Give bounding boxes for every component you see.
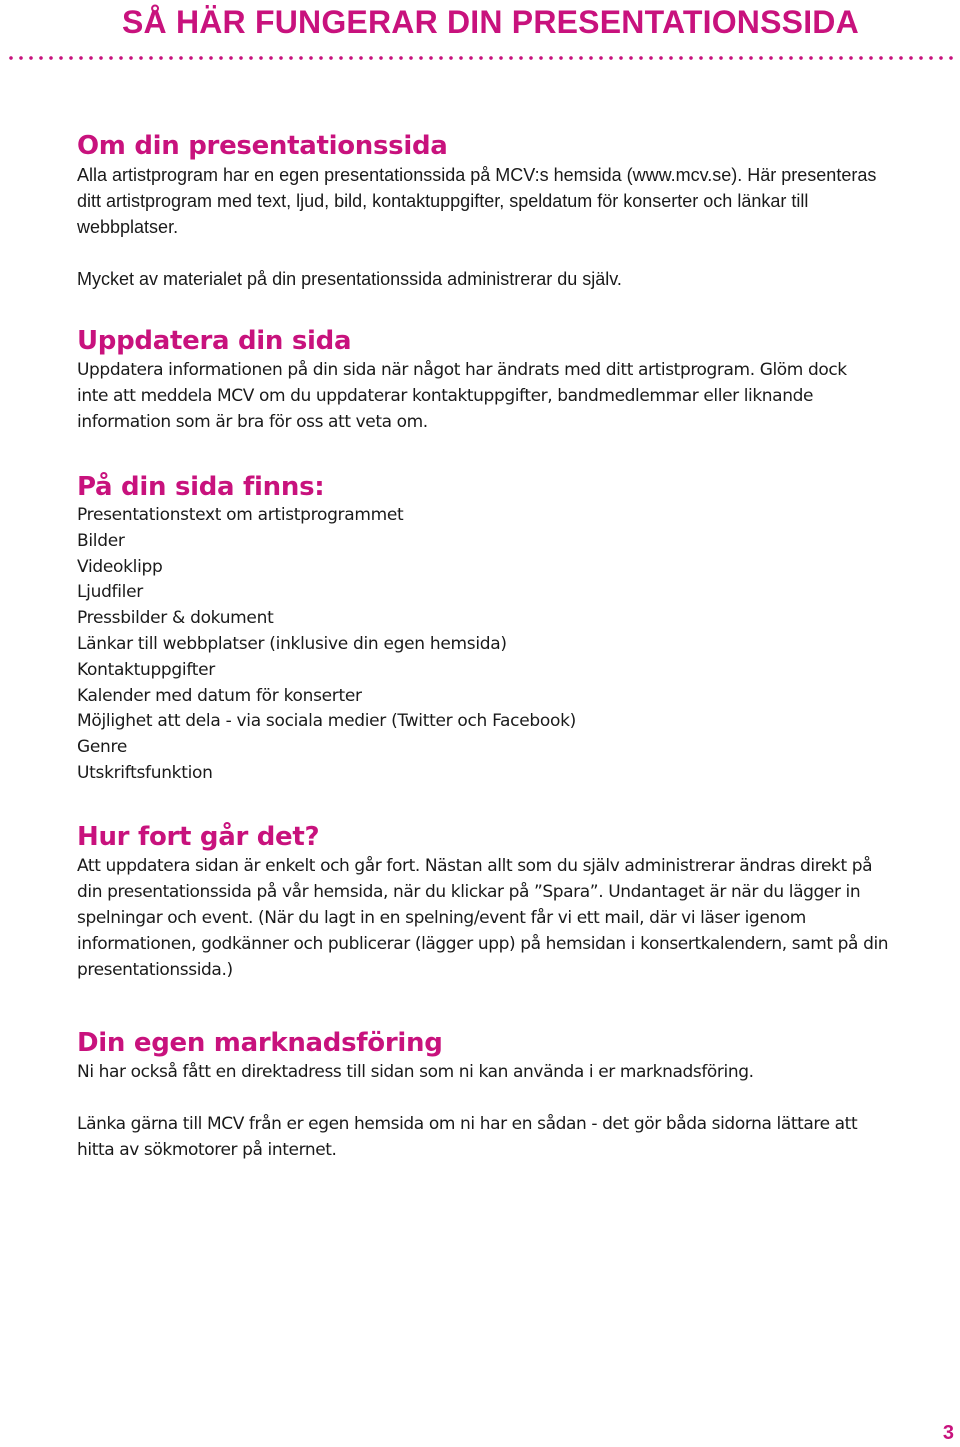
section-heading-about: Om din presentationssida <box>77 131 448 161</box>
list-item: Kontaktuppgifter <box>77 659 215 680</box>
list-item: Utskriftsfunktion <box>77 762 213 783</box>
speed-paragraph: Att uppdatera sidan är enkelt och går fort. Nästan allt som du själv administrerar ändras direkt på din presentationssida på vår hemsida, när du klickar på ”Spara”. Undantaget är när du lägger in spelningar och event. (När du lagt in en spelning/event får vi ett mail, där vi läser igenom informationen, godkänner och publicerar (lägger upp) på hemsidan i konsertkalendern, samt på din presentationssida.) <box>77 856 889 980</box>
section-heading-update: Uppdatera din sida <box>77 326 352 356</box>
section-heading-speed: Hur fort går det? <box>77 822 320 852</box>
section-heading-marketing: Din egen marknadsföring <box>77 1028 443 1058</box>
list-item: Genre <box>77 737 127 758</box>
about-paragraph-2: Mycket av materialet på din presentationssida administrerar du själv. <box>77 269 622 289</box>
section-marketing <box>77 1027 907 1163</box>
section-contents <box>77 471 907 787</box>
feature-list <box>77 503 907 787</box>
section-about <box>77 130 907 292</box>
page-title: SÅ HÄR FUNGERAR DIN PRESENTATIONSSIDA <box>122 4 859 40</box>
list-item: Länkar till webbplatser (inklusive din egen hemsida) <box>77 633 507 654</box>
dotted-divider <box>6 55 954 61</box>
page-number: 3 <box>942 1422 954 1444</box>
list-item: Pressbilder & dokument <box>77 608 274 629</box>
list-item: Bilder <box>77 530 125 551</box>
list-item: Presentationstext om artistprogrammet <box>77 505 404 525</box>
about-paragraph-1: Alla artistprogram har en egen presentationssida på MCV:s hemsida (www.mcv.se). Här presenteras ditt artistprogram med text, ljud, bild, kontaktuppgifter, speldatum för konserter och länkar till webbplatser. <box>77 165 877 237</box>
section-update <box>77 325 907 435</box>
list-item: Möjlighet att dela - via sociala medier (Twitter och Facebook) <box>77 711 576 732</box>
update-paragraph: Uppdatera informationen på din sida när något har ändrats med ditt artistprogram. Glöm dock inte att meddela MCV om du uppdaterar kontaktuppgifter, bandmedlemmar eller liknande information som är bra för oss att veta om. <box>77 360 847 432</box>
marketing-paragraph-2: Länka gärna till MCV från er egen hemsida om ni har en sådan - det gör båda sidorna lättare att hitta av sökmotorer på internet. <box>77 1114 858 1160</box>
section-speed <box>77 821 907 983</box>
list-item: Kalender med datum för konserter <box>77 685 362 706</box>
marketing-paragraph-1: Ni har också fått en direktadress till sidan som ni kan använda i er marknadsföring. <box>77 1062 754 1082</box>
list-item: Videoklipp <box>77 556 163 577</box>
list-item: Ljudfiler <box>77 582 143 603</box>
section-heading-contents: På din sida finns: <box>77 472 325 502</box>
